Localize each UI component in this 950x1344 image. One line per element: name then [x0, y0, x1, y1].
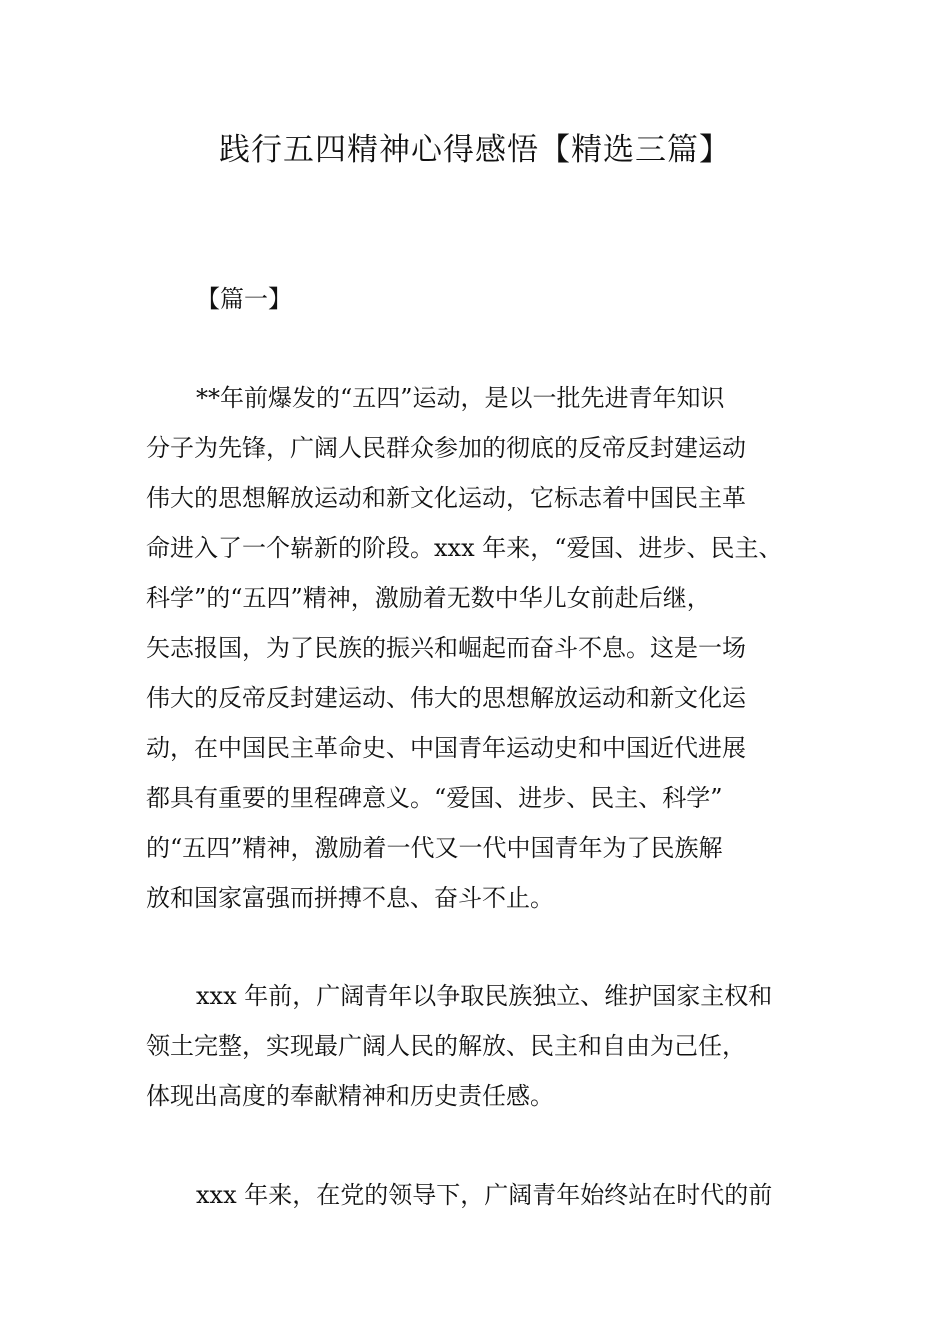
paragraph-line: 命进入了一个崭新的阶段。xxx 年来，“爱国、进步、民主、: [146, 534, 783, 562]
paragraph-3: [146, 1170, 826, 1220]
paragraph-line: xxx 年前，广阔青年以争取民族独立、维护国家主权和: [196, 982, 773, 1010]
paragraph-line: 伟大的思想解放运动和新文化运动，它标志着中国民主革: [146, 484, 746, 512]
paragraph-line: 都具有重要的里程碑意义。“爱国、进步、民主、科学”: [146, 784, 723, 812]
paragraph-2: [146, 971, 826, 1121]
document-title: 践行五四精神心得感悟【精选三篇】: [219, 132, 731, 168]
paragraph-line: 放和国家富强而拼搏不息、奋斗不止。: [146, 884, 554, 912]
paragraph-1: [146, 373, 826, 923]
paragraph-line: 矢志报国，为了民族的振兴和崛起而奋斗不息。这是一场: [146, 634, 746, 662]
section-heading: 【篇一】: [196, 285, 292, 313]
paragraph-line: 领土完整，实现最广阔人民的解放、民主和自由为己任，: [146, 1032, 746, 1060]
paragraph-line: xxx 年来，在党的领导下，广阔青年始终站在时代的前: [196, 1181, 773, 1209]
paragraph-line: 科学”的“五四”精神，激励着无数中华儿女前赴后继，: [146, 584, 711, 612]
paragraph-line: 分子为先锋，广阔人民群众参加的彻底的反帝反封建运动: [146, 434, 746, 462]
paragraph-line: **年前爆发的“五四”运动，是以一批先进青年知识: [196, 384, 725, 412]
paragraph-line: 伟大的反帝反封建运动、伟大的思想解放运动和新文化运: [146, 684, 746, 712]
paragraph-line: 动，在中国民主革命史、中国青年运动史和中国近代进展: [146, 734, 746, 762]
paragraph-line: 的“五四”精神，激励着一代又一代中国青年为了民族解: [146, 834, 723, 862]
paragraph-line: 体现出高度的奉献精神和历史责任感。: [146, 1082, 554, 1110]
